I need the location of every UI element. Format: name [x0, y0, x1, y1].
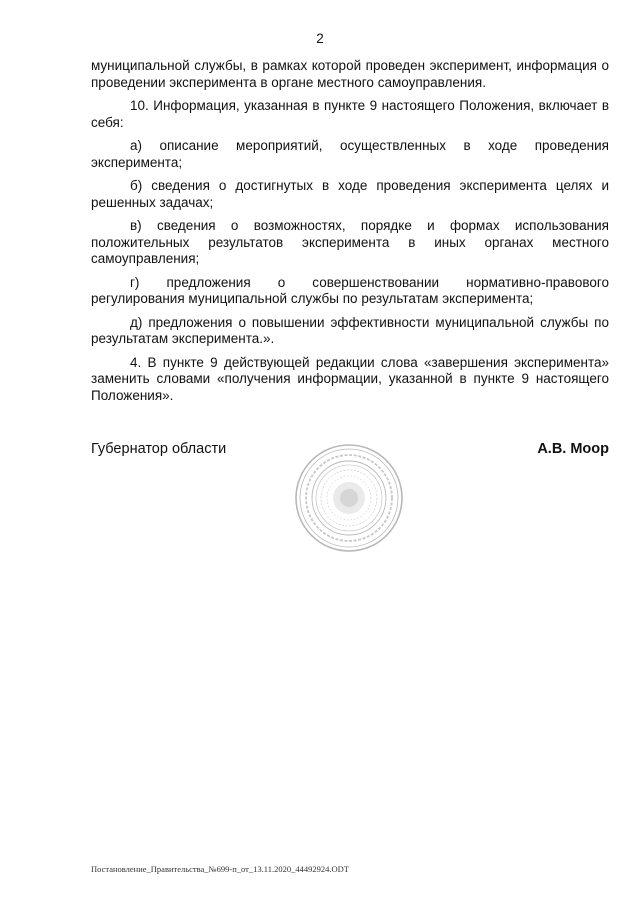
- paragraph: 10. Информация, указанная в пункте 9 настоящего Положения, включает в себя:: [91, 98, 609, 130]
- paragraph: в) сведения о возможностях, порядке и формах использования положительных результатов эксперимента в иных органах местного самоуправления;: [91, 218, 609, 266]
- paragraph: муниципальной службы, в рамках которой проведен эксперимент, информация о проведении эксперимента в органе местного самоуправления.: [91, 58, 609, 90]
- page-number: 2: [316, 31, 324, 46]
- official-seal-icon: [293, 442, 405, 554]
- document-body: [91, 58, 609, 411]
- paragraph: б) сведения о достигнутых в ходе проведения эксперимента целях и решенных задачах;: [91, 178, 609, 210]
- paragraph: г) предложения о совершенствовании нормативно-правового регулирования муниципальной службы по результатам эксперимента;: [91, 274, 609, 306]
- paragraph: д) предложения о повышении эффективности муниципальной службы по результатам эксперимента.».: [91, 314, 609, 346]
- paragraph: 4. В пункте 9 действующей редакции слова «завершения эксперимента» заменить словами «получения информации, указанной в пункте 9 настоящего Положения».: [91, 354, 609, 403]
- signatory-title: Губернатор области: [91, 441, 227, 457]
- paragraph: а) описание мероприятий, осуществленных в ходе проведения эксперимента;: [91, 138, 609, 170]
- signatory-name: А.В. Моор: [537, 441, 609, 457]
- document-footer: Постановление_Правительства_№699-п_от_13.11.2020_44492924.ODT: [91, 864, 349, 874]
